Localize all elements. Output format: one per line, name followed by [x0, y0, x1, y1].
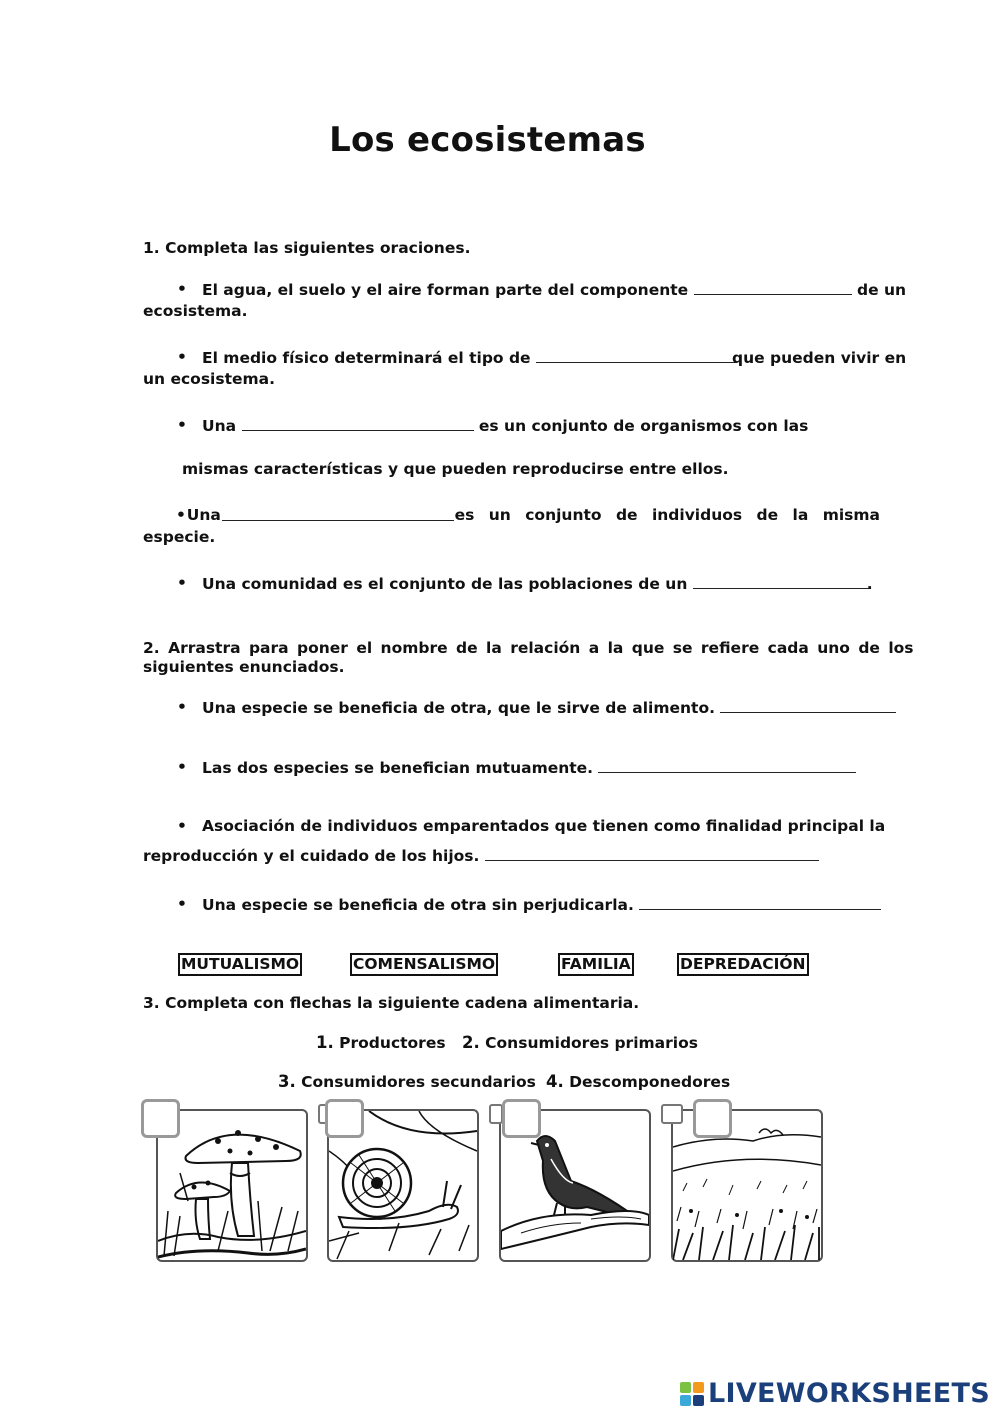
s4-line2: especie.: [143, 528, 216, 546]
s2-blank[interactable]: [536, 348, 736, 363]
s1-text-b: de un: [857, 281, 907, 299]
chain-item-4: [546, 1072, 730, 1091]
chain-label-1: Productores: [339, 1034, 446, 1052]
s4-text-a: Una: [186, 506, 221, 524]
option-depredacion[interactable]: DEPREDACIÓN: [677, 953, 809, 976]
s5-line: [202, 574, 873, 593]
order-box-2[interactable]: [325, 1099, 364, 1138]
chain-num-3: 3.: [278, 1072, 296, 1091]
s2-item1: [202, 698, 896, 717]
s2-item4-blank[interactable]: [639, 895, 881, 910]
s2-line2: un ecosistema.: [143, 370, 275, 388]
s2-item3-text: reproducción y el cuidado de los hijos.: [143, 847, 480, 865]
section2-heading-text: 2. Arrastra para poner el nombre de la relación a la que se refiere cada uno de los: [143, 639, 914, 657]
chain-label-4: Descomponedores: [569, 1073, 731, 1091]
order-box-3[interactable]: [502, 1099, 541, 1138]
s2-item2: [202, 758, 856, 777]
s2-item2-text: Las dos especies se benefician mutuamente.: [202, 759, 594, 777]
option-comensalismo[interactable]: COMENSALISMO: [350, 953, 498, 976]
chain-label-3: Consumidores secundarios: [301, 1073, 536, 1091]
chain-num-1: 1.: [316, 1033, 334, 1052]
s2-text-b: que pueden vivir en: [731, 349, 907, 367]
option-mutualismo[interactable]: MUTUALISMO: [178, 953, 302, 976]
s2-line1: [202, 348, 906, 367]
s5-text-b: .: [866, 575, 873, 593]
s2-item4-text: Una especie se beneficia de otra sin perjudicarla.: [202, 896, 634, 914]
s2-item2-blank[interactable]: [598, 758, 856, 773]
logo-text: LIVEWORKSHEETS: [707, 1378, 990, 1409]
mark-box-4[interactable]: [661, 1104, 683, 1124]
s3-text-a: Una: [202, 417, 237, 435]
section1-heading: 1. Completa las siguientes oraciones.: [143, 239, 471, 257]
section2-heading-line2: siguientes enunciados.: [143, 658, 345, 676]
chain-item-2: [462, 1033, 698, 1052]
logo-mark-icon: [680, 1382, 704, 1406]
mark-box-3[interactable]: [489, 1104, 503, 1124]
chain-item-3: [278, 1072, 536, 1091]
s2-item3-line2: [143, 846, 819, 865]
s3-line1: [202, 416, 808, 435]
s3-blank[interactable]: [242, 416, 474, 431]
page-title: Los ecosistemas: [329, 120, 646, 160]
s2-item1-blank[interactable]: [720, 698, 896, 713]
s1-line2: ecosistema.: [143, 302, 248, 320]
s2-item3-line1: • Asociación de individuos emparentados que tienen como finalidad principal la: [202, 817, 885, 835]
s1-blank[interactable]: [694, 280, 852, 295]
s2-item4: [202, 895, 881, 914]
s2-item3-blank[interactable]: [485, 846, 819, 861]
section3-heading: 3. Completa con flechas la siguiente cadena alimentaria.: [143, 994, 640, 1012]
liveworksheets-logo: [680, 1378, 990, 1409]
s2-text-a: El medio físico determinará el tipo de: [202, 349, 531, 367]
chain-label-2: Consumidores primarios: [485, 1034, 698, 1052]
mushroom-icon: [158, 1111, 306, 1260]
order-box-4[interactable]: [693, 1099, 732, 1138]
s5-blank[interactable]: [693, 574, 871, 589]
chain-num-2: 2.: [462, 1033, 480, 1052]
s4-blank[interactable]: [222, 506, 454, 521]
chain-num-4: 4.: [546, 1072, 564, 1091]
s5-text-a: Una comunidad es el conjunto de las poblaciones de un: [202, 575, 688, 593]
chain-item-1: [316, 1033, 446, 1052]
s4-line1: • Una es un conjunto de individuos de la misma: [176, 506, 880, 524]
section2-heading-line1: [143, 639, 914, 657]
s4-text-b: es un conjunto de individuos de la misma: [454, 506, 880, 524]
order-box-1[interactable]: [141, 1099, 180, 1138]
s2-item1-text: Una especie se beneficia de otra, que le sirve de alimento.: [202, 699, 716, 717]
s1-text-a: El agua, el suelo y el aire forman parte del componente: [202, 281, 689, 299]
s3-line2: mismas características y que pueden reproducirse entre ellos.: [182, 460, 729, 478]
s1-line1: [202, 280, 906, 299]
option-familia[interactable]: FAMILIA: [558, 953, 634, 976]
s3-text-b: es un conjunto de organismos con las: [478, 417, 809, 435]
